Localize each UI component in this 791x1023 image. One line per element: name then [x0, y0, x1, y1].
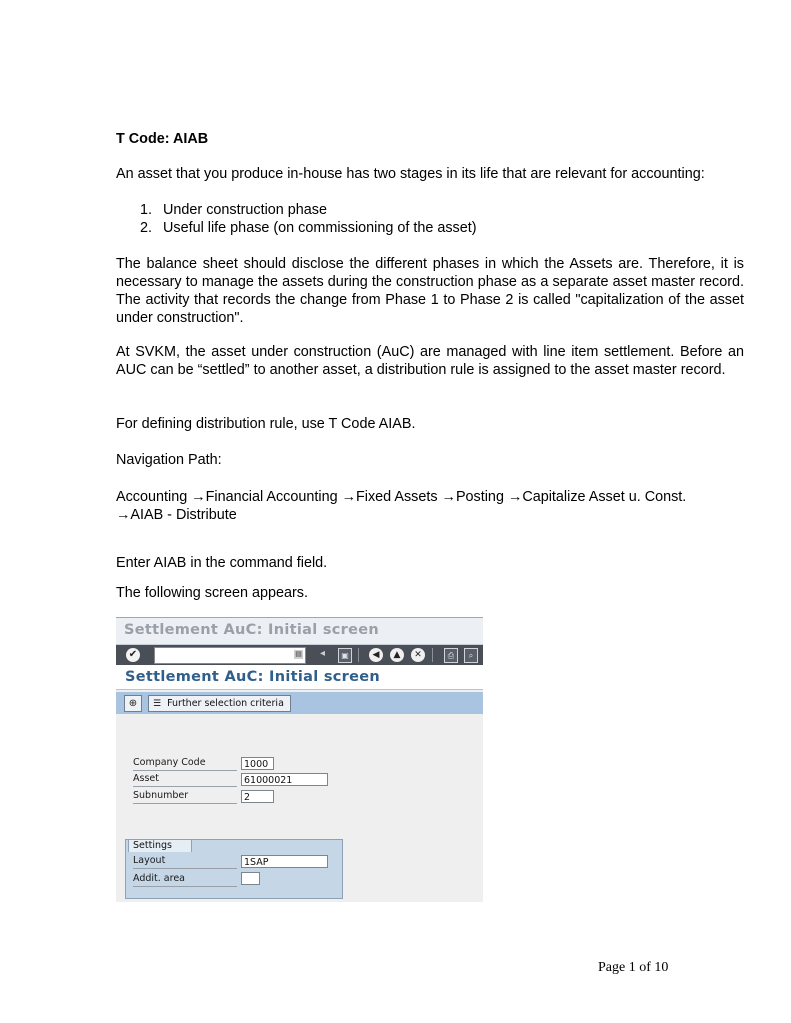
sap-screen-title: Settlement AuC: Initial screen	[125, 669, 380, 685]
print-icon[interactable]: ⎙	[444, 648, 458, 663]
page-footer: Page 1 of 10	[598, 960, 669, 975]
further-selection-label: Further selection criteria	[167, 698, 284, 709]
svkm-paragraph: At SVKM, the asset under construction (AuC) are managed with line item settlement. Before an AUC can be “settled” to another asset, a distribution rule is assigned to the asset master record.	[116, 344, 744, 378]
sap-screen-header	[116, 665, 483, 690]
navigation-path-line2: →AIAB - Distribute	[116, 507, 237, 523]
layout-input[interactable]: 1SAP	[241, 855, 328, 868]
command-field[interactable]	[154, 647, 306, 664]
list-text: Under construction phase	[163, 202, 327, 218]
back-icon[interactable]: ◀	[369, 648, 383, 662]
navigation-path	[116, 488, 744, 524]
execute-icon[interactable]: ⊕	[124, 695, 142, 712]
selection-criteria-icon: ☰	[153, 699, 162, 709]
find-icon[interactable]: ⌕	[464, 648, 478, 663]
command-dropdown-icon[interactable]: ▤	[295, 650, 302, 658]
intro-paragraph: An asset that you produce in-house has two stages in its life that are relevant for accounting:	[116, 166, 705, 182]
balance-sheet-paragraph: The balance sheet should disclose the different phases in which the Assets are. Therefore, it is necessary to manage the assets during the construction phase as a separate asset master record. The activity that records the change from Phase 1 to Phase 2 is called "capitalization of the asset under construction".	[116, 256, 744, 326]
define-rule-paragraph: For defining distribution rule, use T Code AIAB.	[116, 416, 416, 432]
addit-area-input[interactable]	[241, 872, 260, 885]
subnumber-input[interactable]: 2	[241, 790, 274, 803]
sap-window-title: Settlement AuC: Initial screen	[124, 622, 379, 638]
asset-input[interactable]: 61000021	[241, 773, 328, 786]
enter-command-paragraph: Enter AIAB in the command field.	[116, 555, 328, 571]
asset-label: Asset	[133, 772, 237, 787]
arrow-left-icon[interactable]: ◂	[320, 648, 326, 659]
subnumber-label: Subnumber	[133, 789, 237, 804]
further-selection-button[interactable]	[148, 695, 291, 712]
stage-list	[140, 201, 477, 237]
sap-screenshot	[116, 617, 483, 902]
list-item	[140, 219, 477, 237]
enter-check-icon[interactable]: ✔	[126, 648, 140, 662]
cancel-icon[interactable]: ✕	[411, 648, 425, 662]
addit-area-label: Addit. area	[133, 872, 237, 887]
layout-label: Layout	[133, 854, 237, 869]
save-icon[interactable]: ▣	[338, 648, 352, 663]
sap-window-titlebar	[116, 617, 483, 645]
sap-application-toolbar	[116, 692, 483, 714]
sap-standard-toolbar	[116, 645, 483, 665]
company-code-input[interactable]: 1000	[241, 757, 274, 770]
list-number: 1.	[140, 202, 153, 218]
exit-icon[interactable]: ▲	[390, 648, 404, 662]
navigation-label: Navigation Path:	[116, 452, 222, 468]
screen-appears-paragraph: The following screen appears.	[116, 585, 308, 601]
list-item	[140, 201, 477, 219]
navigation-path-line1: Accounting →Financial Accounting →Fixed Assets →Posting →Capitalize Asset u. Const.	[116, 489, 687, 505]
list-number: 2.	[140, 220, 153, 236]
company-code-label: Company Code	[133, 756, 237, 771]
settings-group-title: Settings	[128, 839, 192, 852]
heading: T Code: AIAB	[116, 131, 209, 147]
list-text: Useful life phase (on commissioning of the asset)	[163, 220, 477, 236]
